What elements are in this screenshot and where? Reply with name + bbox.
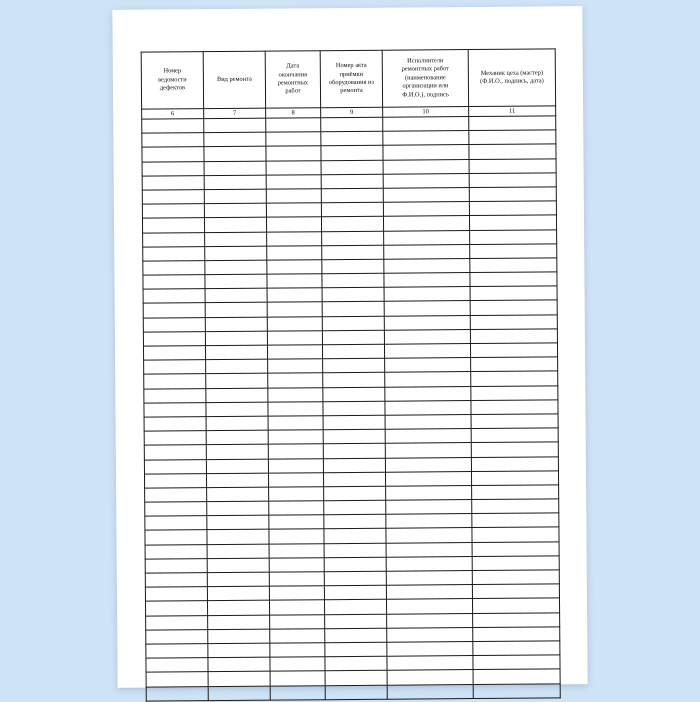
table-cell[interactable] bbox=[323, 401, 385, 416]
table-cell[interactable] bbox=[145, 558, 207, 573]
table-cell[interactable] bbox=[143, 317, 205, 332]
table-cell[interactable] bbox=[323, 387, 385, 402]
table-cell[interactable] bbox=[205, 317, 267, 332]
table-cell[interactable] bbox=[385, 414, 471, 429]
table-cell[interactable] bbox=[471, 357, 558, 372]
table-cell[interactable] bbox=[266, 160, 321, 175]
table-cell[interactable] bbox=[385, 443, 471, 458]
table-cell[interactable] bbox=[207, 586, 269, 601]
table-cell[interactable] bbox=[324, 514, 386, 529]
table-cell[interactable] bbox=[470, 244, 557, 259]
table-cell[interactable] bbox=[269, 543, 324, 558]
table-cell[interactable] bbox=[324, 500, 386, 515]
table-cell[interactable] bbox=[145, 587, 207, 602]
table-cell[interactable] bbox=[267, 274, 322, 289]
table-cell[interactable] bbox=[472, 527, 559, 542]
table-cell[interactable] bbox=[322, 273, 384, 288]
table-row[interactable] bbox=[146, 683, 560, 700]
table-cell[interactable] bbox=[325, 614, 387, 629]
table-cell[interactable] bbox=[205, 303, 267, 318]
table-cell[interactable] bbox=[267, 288, 322, 303]
table-cell[interactable] bbox=[270, 657, 325, 672]
table-cell[interactable] bbox=[473, 612, 560, 627]
table-cell[interactable] bbox=[269, 515, 324, 530]
table-cell[interactable] bbox=[469, 116, 556, 131]
column-number-10: 10 bbox=[383, 107, 469, 118]
table-cell[interactable] bbox=[267, 331, 322, 346]
table-cell[interactable] bbox=[321, 131, 383, 146]
table-cell[interactable] bbox=[206, 374, 268, 389]
table-cell[interactable] bbox=[268, 444, 323, 459]
table-cell[interactable] bbox=[266, 132, 321, 147]
table-cell[interactable] bbox=[208, 629, 270, 644]
table-cell[interactable] bbox=[144, 459, 206, 474]
column-header-shop-mechanic: Механик цеха (мастер) (Ф.И.О., подпись, дата) bbox=[468, 49, 555, 107]
table-cell[interactable] bbox=[469, 201, 556, 216]
table-cell[interactable] bbox=[142, 147, 204, 162]
table-cell[interactable] bbox=[144, 431, 206, 446]
table-cell[interactable] bbox=[471, 442, 558, 457]
table-cell[interactable] bbox=[205, 246, 267, 261]
table-cell[interactable] bbox=[384, 258, 470, 273]
table-cell[interactable] bbox=[143, 303, 205, 318]
table-cell[interactable] bbox=[470, 329, 557, 344]
table-cell[interactable] bbox=[268, 401, 323, 416]
table-cell[interactable] bbox=[144, 360, 206, 375]
table-cell[interactable] bbox=[268, 430, 323, 445]
table-cell[interactable] bbox=[269, 558, 324, 573]
table-cell[interactable] bbox=[472, 541, 559, 556]
table-cell[interactable] bbox=[384, 230, 470, 245]
table-cell[interactable] bbox=[145, 530, 207, 545]
table-cell[interactable] bbox=[387, 627, 473, 642]
table-cell[interactable] bbox=[145, 502, 207, 517]
table-cell[interactable] bbox=[145, 516, 207, 531]
table-cell[interactable] bbox=[206, 388, 268, 403]
table-cell[interactable] bbox=[383, 187, 469, 202]
table-cell[interactable] bbox=[323, 458, 385, 473]
table-cell[interactable] bbox=[469, 130, 556, 145]
table-cell[interactable] bbox=[323, 358, 385, 373]
table-cell[interactable] bbox=[469, 173, 556, 188]
table-cell[interactable] bbox=[144, 374, 206, 389]
table-cell[interactable] bbox=[472, 513, 559, 528]
table-cell[interactable] bbox=[144, 473, 206, 488]
table-cell[interactable] bbox=[384, 273, 470, 288]
table-cell[interactable] bbox=[269, 572, 324, 587]
table-cell[interactable] bbox=[267, 345, 322, 360]
table-cell[interactable] bbox=[266, 217, 321, 232]
table-cell[interactable] bbox=[324, 543, 386, 558]
column-number-8: 8 bbox=[266, 108, 321, 118]
table-cell[interactable] bbox=[267, 316, 322, 331]
table-cell[interactable] bbox=[322, 231, 384, 246]
table-cell[interactable] bbox=[387, 613, 473, 628]
table-cell[interactable] bbox=[385, 471, 471, 486]
table-body bbox=[142, 116, 561, 701]
table-cell[interactable] bbox=[387, 656, 473, 671]
table-cell[interactable] bbox=[386, 528, 472, 543]
table-cell[interactable] bbox=[146, 644, 208, 659]
table-cell[interactable] bbox=[385, 386, 471, 401]
column-header-repair-type: Вид ремонта bbox=[203, 51, 265, 108]
table-cell[interactable] bbox=[321, 202, 383, 217]
table-cell[interactable] bbox=[383, 173, 469, 188]
table-cell[interactable] bbox=[268, 416, 323, 431]
table-cell[interactable] bbox=[208, 657, 270, 672]
table-cell[interactable] bbox=[324, 557, 386, 572]
table-cell[interactable] bbox=[207, 544, 269, 559]
column-header-repair-end-date: Дата окончания ремонтных работ bbox=[265, 51, 320, 108]
table-cell[interactable] bbox=[473, 655, 560, 670]
table-cell[interactable] bbox=[146, 629, 208, 644]
table-cell[interactable] bbox=[269, 600, 324, 615]
column-number-6: 6 bbox=[142, 109, 204, 119]
table-cell[interactable] bbox=[206, 416, 268, 431]
table-cell[interactable] bbox=[142, 119, 204, 134]
table-cell[interactable] bbox=[473, 683, 560, 698]
table-cell[interactable] bbox=[204, 189, 266, 204]
table-cell[interactable] bbox=[205, 331, 267, 346]
table-cell[interactable] bbox=[266, 203, 321, 218]
table-cell[interactable] bbox=[142, 204, 204, 219]
table-cell[interactable] bbox=[322, 245, 384, 260]
table-cell[interactable] bbox=[322, 330, 384, 345]
table-cell[interactable] bbox=[385, 372, 471, 387]
table-cell[interactable] bbox=[472, 570, 559, 585]
table-cell[interactable] bbox=[473, 641, 560, 656]
table-cell[interactable] bbox=[321, 117, 383, 132]
table-cell[interactable] bbox=[325, 642, 387, 657]
table-cell[interactable] bbox=[470, 272, 557, 287]
table-cell[interactable] bbox=[325, 656, 387, 671]
table-cell[interactable] bbox=[383, 117, 469, 132]
table-cell[interactable] bbox=[386, 599, 472, 614]
table-cell[interactable] bbox=[142, 190, 204, 205]
table-cell[interactable] bbox=[321, 217, 383, 232]
table-cell[interactable] bbox=[387, 641, 473, 656]
table-cell[interactable] bbox=[269, 487, 324, 502]
table-cell[interactable] bbox=[386, 514, 472, 529]
table-cell[interactable] bbox=[470, 314, 557, 329]
table-cell[interactable] bbox=[146, 686, 208, 701]
table-cell[interactable] bbox=[470, 300, 557, 315]
table-cell[interactable] bbox=[206, 402, 268, 417]
table-cell[interactable] bbox=[323, 415, 385, 430]
table-cell[interactable] bbox=[268, 387, 323, 402]
table-cell[interactable] bbox=[322, 259, 384, 274]
table-cell[interactable] bbox=[144, 445, 206, 460]
table-cell[interactable] bbox=[206, 444, 268, 459]
table-cell[interactable] bbox=[473, 627, 560, 642]
column-number-11: 11 bbox=[469, 106, 556, 117]
table-cell[interactable] bbox=[144, 388, 206, 403]
table-cell[interactable] bbox=[324, 486, 386, 501]
table-cell[interactable] bbox=[470, 229, 557, 244]
table-cell[interactable] bbox=[385, 358, 471, 373]
table-cell[interactable] bbox=[269, 501, 324, 516]
table-cell[interactable] bbox=[469, 187, 556, 202]
table-cell[interactable] bbox=[205, 274, 267, 289]
table-cell[interactable] bbox=[324, 585, 386, 600]
table-cell[interactable] bbox=[146, 658, 208, 673]
table-cell[interactable] bbox=[321, 146, 383, 161]
table-cell[interactable] bbox=[384, 329, 470, 344]
table-cell[interactable] bbox=[471, 371, 558, 386]
table-cell[interactable] bbox=[472, 556, 559, 571]
table-cell[interactable] bbox=[325, 685, 387, 700]
table-header-row bbox=[141, 49, 555, 109]
table-cell[interactable] bbox=[207, 487, 269, 502]
table-cell[interactable] bbox=[145, 573, 207, 588]
table-cell[interactable] bbox=[204, 161, 266, 176]
table-cell[interactable] bbox=[144, 417, 206, 432]
table-cell[interactable] bbox=[267, 231, 322, 246]
table-cell[interactable] bbox=[268, 373, 323, 388]
table-cell[interactable] bbox=[386, 571, 472, 586]
table-cell[interactable] bbox=[266, 174, 321, 189]
table-cell[interactable] bbox=[383, 216, 469, 231]
table-cell[interactable] bbox=[204, 175, 266, 190]
table-cell[interactable] bbox=[144, 402, 206, 417]
table-cell[interactable] bbox=[266, 118, 321, 133]
table-cell[interactable] bbox=[208, 671, 270, 686]
table-cell[interactable] bbox=[471, 471, 558, 486]
table-cell[interactable] bbox=[268, 472, 323, 487]
table-cell[interactable] bbox=[270, 628, 325, 643]
table-cell[interactable] bbox=[385, 457, 471, 472]
table-cell[interactable] bbox=[204, 118, 266, 133]
table-cell[interactable] bbox=[270, 643, 325, 658]
column-header-repair-performers: Исполнители ремонтных работ (наименование организации или Ф.И.О.), подпись bbox=[382, 50, 468, 108]
table-cell[interactable] bbox=[207, 501, 269, 516]
table-cell[interactable] bbox=[204, 203, 266, 218]
table-cell[interactable] bbox=[268, 359, 323, 374]
table-cell[interactable] bbox=[384, 301, 470, 316]
table-cell[interactable] bbox=[143, 246, 205, 261]
table-cell[interactable] bbox=[145, 488, 207, 503]
table-cell[interactable] bbox=[204, 217, 266, 232]
table-cell[interactable] bbox=[267, 260, 322, 275]
table-cell[interactable] bbox=[322, 316, 384, 331]
table-cell[interactable] bbox=[207, 558, 269, 573]
table-cell[interactable] bbox=[204, 147, 266, 162]
table-cell[interactable] bbox=[321, 160, 383, 175]
column-header-defect-sheet-number: Номер ведомости дефектов bbox=[141, 52, 203, 109]
table-cell[interactable] bbox=[208, 643, 270, 658]
table-cell[interactable] bbox=[471, 385, 558, 400]
table-cell[interactable] bbox=[143, 275, 205, 290]
table-cell[interactable] bbox=[207, 530, 269, 545]
document-page bbox=[112, 6, 587, 688]
table-cell[interactable] bbox=[205, 288, 267, 303]
table-cell[interactable] bbox=[205, 232, 267, 247]
table-cell[interactable] bbox=[325, 628, 387, 643]
table-cell[interactable] bbox=[384, 344, 470, 359]
table-cell[interactable] bbox=[269, 529, 324, 544]
table-cell[interactable] bbox=[383, 145, 469, 160]
table-cell[interactable] bbox=[142, 161, 204, 176]
table-cell[interactable] bbox=[471, 400, 558, 415]
table-cell[interactable] bbox=[205, 345, 267, 360]
table-cell[interactable] bbox=[469, 215, 556, 230]
table-cell[interactable] bbox=[323, 444, 385, 459]
column-number-7: 7 bbox=[204, 108, 266, 118]
table-cell[interactable] bbox=[383, 159, 469, 174]
table-cell[interactable] bbox=[324, 571, 386, 586]
table-cell[interactable] bbox=[470, 286, 557, 301]
table-cell[interactable] bbox=[142, 133, 204, 148]
table-cell[interactable] bbox=[145, 601, 207, 616]
table-cell[interactable] bbox=[270, 671, 325, 686]
table-cell[interactable] bbox=[386, 485, 472, 500]
table-cell[interactable] bbox=[323, 373, 385, 388]
table-cell[interactable] bbox=[206, 359, 268, 374]
table-cell[interactable] bbox=[143, 346, 205, 361]
table-cell[interactable] bbox=[142, 218, 204, 233]
table-cell[interactable] bbox=[384, 244, 470, 259]
table-cell[interactable] bbox=[325, 671, 387, 686]
table-cell[interactable] bbox=[266, 146, 321, 161]
table-cell[interactable] bbox=[387, 670, 473, 685]
column-number-9: 9 bbox=[321, 107, 383, 117]
table-cell[interactable] bbox=[383, 202, 469, 217]
table-cell[interactable] bbox=[206, 473, 268, 488]
repair-registry-table bbox=[141, 48, 561, 701]
table-cell[interactable] bbox=[270, 614, 325, 629]
table-cell[interactable] bbox=[267, 302, 322, 317]
table-cell[interactable] bbox=[143, 261, 205, 276]
table-cell[interactable] bbox=[470, 343, 557, 358]
table-cell[interactable] bbox=[324, 600, 386, 615]
table-cell[interactable] bbox=[469, 144, 556, 159]
table-cell[interactable] bbox=[324, 529, 386, 544]
table-cell[interactable] bbox=[322, 287, 384, 302]
table-cell[interactable] bbox=[386, 556, 472, 571]
table-cell[interactable] bbox=[207, 601, 269, 616]
table-cell[interactable] bbox=[207, 572, 269, 587]
table-container bbox=[141, 48, 560, 701]
table-cell[interactable] bbox=[386, 500, 472, 515]
table-cell[interactable] bbox=[208, 686, 270, 701]
table-cell[interactable] bbox=[472, 499, 559, 514]
table-cell[interactable] bbox=[268, 458, 323, 473]
table-cell[interactable] bbox=[321, 188, 383, 203]
table-cell[interactable] bbox=[323, 429, 385, 444]
table-cell[interactable] bbox=[472, 485, 559, 500]
table-cell[interactable] bbox=[206, 459, 268, 474]
table-cell[interactable] bbox=[385, 400, 471, 415]
table-cell[interactable] bbox=[323, 472, 385, 487]
table-cell[interactable] bbox=[145, 544, 207, 559]
table-cell[interactable] bbox=[383, 131, 469, 146]
table-cell[interactable] bbox=[322, 302, 384, 317]
column-header-acceptance-act-number: Номер акта приёмки оборудования из ремонта bbox=[320, 50, 382, 107]
table-cell[interactable] bbox=[321, 174, 383, 189]
table-cell[interactable] bbox=[205, 260, 267, 275]
table-cell[interactable] bbox=[387, 684, 473, 699]
table-cell[interactable] bbox=[471, 414, 558, 429]
table-cell[interactable] bbox=[470, 258, 557, 273]
table-cell[interactable] bbox=[386, 585, 472, 600]
table-header bbox=[141, 49, 556, 119]
table-cell[interactable] bbox=[269, 586, 324, 601]
table-cell[interactable] bbox=[204, 132, 266, 147]
table-cell[interactable] bbox=[471, 428, 558, 443]
table-cell[interactable] bbox=[270, 685, 325, 700]
table-cell[interactable] bbox=[208, 615, 270, 630]
table-cell[interactable] bbox=[206, 430, 268, 445]
table-cell[interactable] bbox=[267, 245, 322, 260]
table-cell[interactable] bbox=[207, 515, 269, 530]
table-cell[interactable] bbox=[143, 289, 205, 304]
table-cell[interactable] bbox=[266, 189, 321, 204]
table-cell[interactable] bbox=[322, 344, 384, 359]
table-cell[interactable] bbox=[469, 158, 556, 173]
table-cell[interactable] bbox=[385, 429, 471, 444]
table-cell[interactable] bbox=[386, 542, 472, 557]
table-cell[interactable] bbox=[472, 598, 559, 613]
table-cell[interactable] bbox=[384, 315, 470, 330]
table-cell[interactable] bbox=[146, 672, 208, 687]
table-cell[interactable] bbox=[146, 615, 208, 630]
table-cell[interactable] bbox=[473, 669, 560, 684]
table-cell[interactable] bbox=[143, 232, 205, 247]
table-cell[interactable] bbox=[142, 175, 204, 190]
table-cell[interactable] bbox=[472, 584, 559, 599]
table-cell[interactable] bbox=[143, 331, 205, 346]
table-cell[interactable] bbox=[384, 287, 470, 302]
table-cell[interactable] bbox=[471, 456, 558, 471]
